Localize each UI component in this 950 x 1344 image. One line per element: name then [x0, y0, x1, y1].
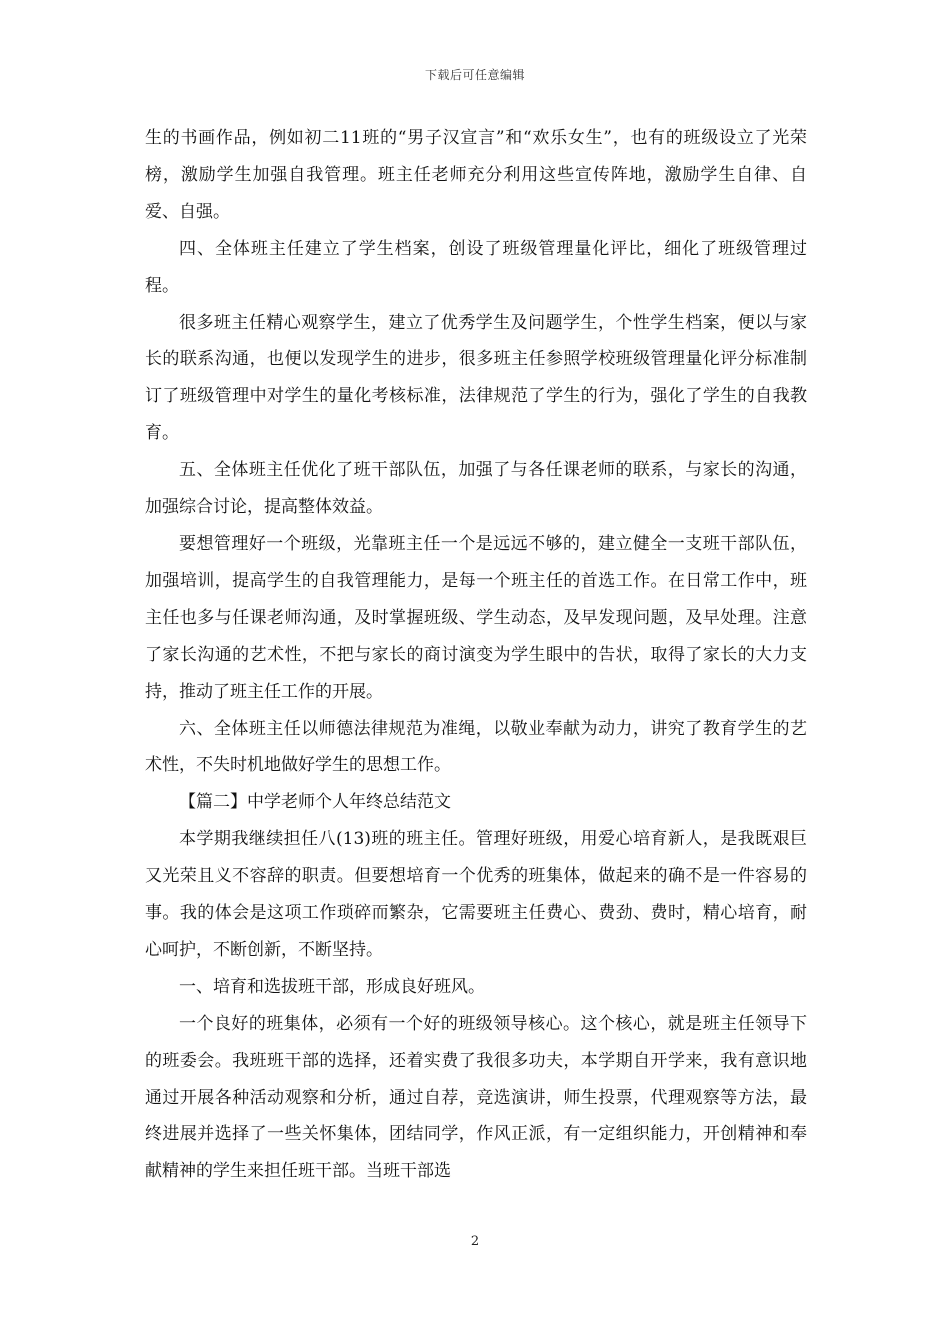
article-heading: 【篇二】中学老师个人年终总结范文	[179, 792, 451, 813]
paragraph-section-five: 五、全体班主任优化了班干部队伍，加强了与各任课老师的联系，与家长的沟通，加强综合讨论，提高整体效益。	[145, 460, 807, 518]
paragraph-section-four: 四、全体班主任建立了学生档案，创设了班级管理量化评比，细化了班级管理过程。	[145, 238, 807, 296]
page-number: 2	[470, 1234, 480, 1249]
paragraph-class-core: 一个良好的班集体，必须有一个好的班级领导核心。这个核心，就是班主任领导下的班委会。我班班干部的选择，还着实费了我很多功夫，本学期自开学来，我有意识地通过开展各种活动观察和分析，通过自荐，竞选演讲，师生投票，代理观察等方法，最终进展并选择了一些关怀集体，团结同学，作风正派，有一定组织能力，开创精神和奉献精神的学生来担任班干部。当班干部选	[145, 1013, 807, 1182]
document-body	[145, 120, 807, 1190]
paragraph-intro: 本学期我继续担任八(13)班的班主任。管理好班级，用爱心培育新人，是我既艰巨又光荣且义不容辞的职责。但要想培育一个优秀的班集体，做起来的确不是一件容易的事。我的体会是这项工作琐碎而繁杂，它需要班主任费心、费劲、费时，精心培育，耐心呵护，不断创新，不断坚持。	[145, 829, 807, 960]
paragraph-section-one: 一、培育和选拔班干部，形成良好班风。	[179, 976, 485, 997]
page-header: 下载后可任意编辑	[424, 68, 525, 82]
paragraph-continuation: 生的书画作品，例如初二11班的“男子汉宣言”和“欢乐女生”，也有的班级设立了光荣榜，激励学生加强自我管理。班主任老师充分利用这些宣传阵地，激励学生自律、自爱、自强。	[145, 128, 807, 222]
paragraph-section-six: 六、全体班主任以师德法律规范为准绳，以敬业奉献为动力，讲究了教育学生的艺术性，不失时机地做好学生的思想工作。	[145, 718, 807, 776]
paragraph-student-archives: 很多班主任精心观察学生，建立了优秀学生及问题学生，个性学生档案，便以与家长的联系沟通，也便以发现学生的进步，很多班主任参照学校班级管理量化评分标准制订了班级管理中对学生的量化考核标准，法律规范了学生的行为，强化了学生的自我教育。	[145, 312, 807, 444]
paragraph-class-cadres: 要想管理好一个班级，光靠班主任一个是远远不够的，建立健全一支班干部队伍，加强培训，提高学生的自我管理能力，是每一个班主任的首选工作。在日常工作中，班主任也多与任课老师沟通，及时掌握班级、学生动态，及早发现问题，及早处理。注意了家长沟通的艺术性，不把与家长的商讨演变为学生眼中的告状，取得了家长的大力支持，推动了班主任工作的开展。	[145, 533, 807, 702]
